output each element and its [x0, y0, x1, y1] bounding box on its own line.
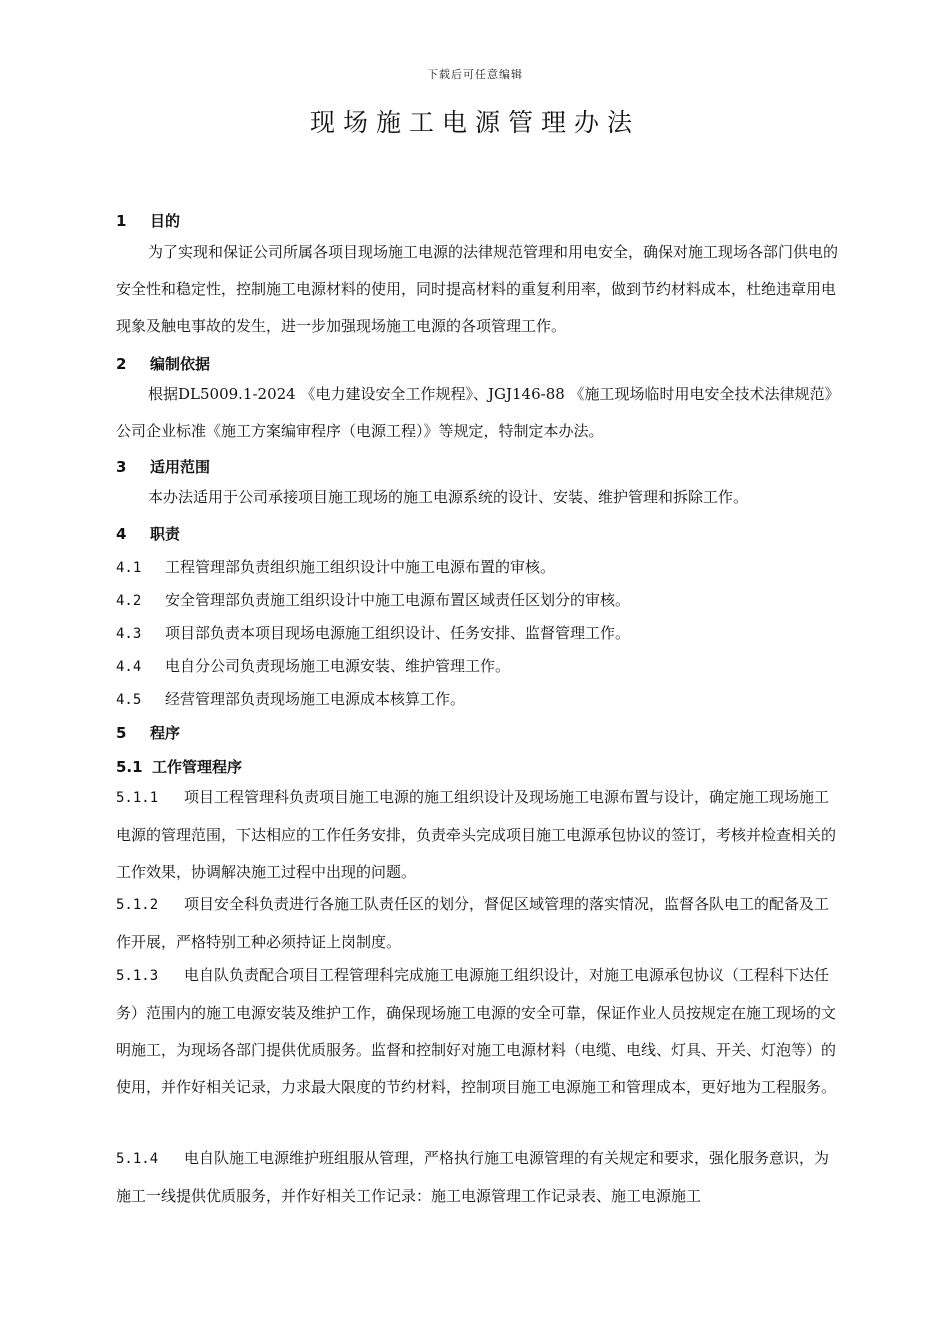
section-title: 适用范围 [150, 458, 211, 476]
subsection-heading-5-1 [116, 756, 242, 777]
section-number: 5 [116, 724, 127, 742]
item-text: 安全管理部负责施工组织设计中施工电源布置区域责任区划分的审核。 [165, 591, 631, 609]
section-heading-3 [116, 456, 210, 477]
clause-number: 5.1.1 [116, 790, 159, 806]
section-heading-5 [116, 722, 180, 743]
section-3-paragraph [116, 479, 840, 516]
section-number: 5.1 [116, 758, 143, 776]
duty-item [116, 688, 465, 709]
section-title: 目的 [150, 212, 181, 230]
section-title: 编制依据 [150, 355, 211, 373]
section-heading-1 [116, 210, 180, 231]
clause-number: 5.1.3 [116, 968, 159, 984]
clause-5-1-2 [116, 886, 840, 961]
clause-5-1-1 [116, 779, 840, 891]
item-number: 4.4 [116, 659, 142, 675]
paragraph-text: 本办法适用于公司承接项目施工现场的施工电源系统的设计、安装、维护管理和拆除工作。 [148, 488, 749, 506]
paragraph-text: 根据DL5009.1-2024 《电力建设安全工作规程》、JGJ146-88 《施工现场临时用电安全技术法律规范》公司企业标准《施工方案编审程序（电源工程）》等规定，特制定本办法。 [116, 385, 840, 440]
clause-text: 电自队负责配合项目工程管理科完成施工电源施工组织设计，对施工电源承包协议（工程科下达任务）范围内的施工电源安装及维护工作，确保现场施工电源的安全可靠，保证作业人员按规定在施工现场的文明施工，为现场各部门提供优质服务。监督和控制好对施工电源材料（电缆、电线、灯具、开关、灯泡等）的使用，并作好相关记录，力求最大限度的节约材料，控制项目施工电源施工和管理成本，更好地为工程服务。 [116, 966, 837, 1096]
duty-item [116, 556, 555, 577]
item-number: 4.2 [116, 593, 142, 609]
section-1-paragraph [116, 234, 840, 345]
clause-5-1-4 [116, 1140, 840, 1215]
section-2-paragraph [116, 376, 840, 450]
item-text: 电自分公司负责现场施工电源安装、维护管理工作。 [165, 657, 511, 675]
clause-text: 电自队施工电源维护班组服从管理，严格执行施工电源管理的有关规定和要求，强化服务意识，为施工一线提供优质服务，并作好相关工作记录：施工电源管理工作记录表、施工电源施工 [116, 1149, 830, 1205]
clause-number: 5.1.2 [116, 897, 159, 913]
section-number: 4 [116, 525, 127, 543]
paragraph-text: 为了实现和保证公司所属各项目现场施工电源的法律规范管理和用电安全，确保对施工现场各部门供电的安全性和稳定性，控制施工电源材料的使用，同时提高材料的重复利用率，做到节约材料成本，杜绝违章用电现象及触电事故的发生，进一步加强现场施工电源的各项管理工作。 [116, 243, 839, 335]
section-heading-4 [116, 523, 180, 544]
section-number: 3 [116, 458, 127, 476]
item-number: 4.3 [116, 626, 142, 642]
clause-number: 5.1.4 [116, 1151, 159, 1167]
duty-item [116, 589, 630, 610]
section-number: 2 [116, 355, 127, 373]
clause-5-1-3 [116, 957, 840, 1106]
section-heading-2 [116, 353, 210, 374]
section-title: 职责 [150, 525, 181, 543]
page-title: 现场施工电源管理办法 [309, 108, 640, 137]
section-title: 程序 [150, 724, 181, 742]
page-header: 下载后可任意编辑 [427, 68, 523, 81]
duty-item [116, 622, 630, 643]
item-number: 4.1 [116, 560, 142, 576]
clause-text: 项目工程管理科负责项目施工电源的施工组织设计及现场施工电源布置与设计，确定施工现场施工电源的管理范围，下达相应的工作任务安排，负责牵头完成项目施工电源承包协议的签订，考核并检查相关的工作效果，协调解决施工过程中出现的问题。 [116, 788, 837, 881]
item-text: 工程管理部负责组织施工组织设计中施工电源布置的审核。 [165, 558, 556, 576]
item-number: 4.5 [116, 692, 142, 708]
section-title: 工作管理程序 [152, 758, 243, 776]
item-text: 经营管理部负责现场施工电源成本核算工作。 [165, 690, 466, 708]
item-text: 项目部负责本项目现场电源施工组织设计、任务安排、监督管理工作。 [165, 624, 631, 642]
clause-text: 项目安全科负责进行各施工队责任区的划分，督促区域管理的落实情况，监督各队电工的配备及工作开展，严格特别工种必须持证上岗制度。 [116, 895, 830, 951]
duty-item [116, 655, 510, 676]
section-number: 1 [116, 212, 127, 230]
